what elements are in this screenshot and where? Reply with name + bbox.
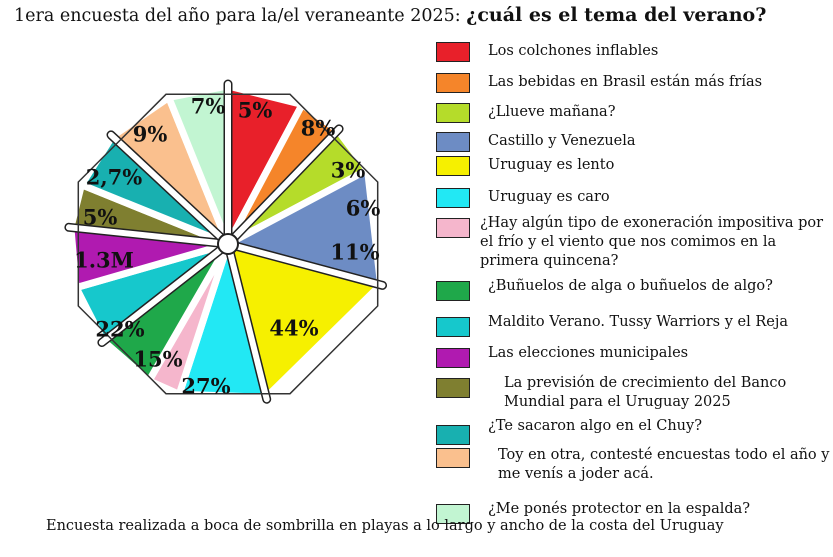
legend-item <box>436 42 658 62</box>
pie-svg <box>58 76 398 416</box>
legend-label: Uruguay es lento <box>488 157 615 173</box>
legend-item <box>436 446 833 484</box>
legend-swatch <box>436 317 470 337</box>
legend-label: Castillo y Venezuela <box>488 133 636 149</box>
legend-swatch <box>436 42 470 62</box>
legend-item <box>436 374 804 412</box>
legend-item <box>436 188 610 208</box>
slice-label-8: 22% <box>95 316 145 342</box>
legend-label: ¿Llueve mañana? <box>488 104 616 120</box>
legend-label: Las bebidas en Brasil están más frías <box>488 74 763 90</box>
legend-label: La previsión de crecimiento del Banco Mundial para el Uruguay 2025 <box>504 375 787 410</box>
legend-label: Los colchones inflables <box>488 43 659 59</box>
legend-swatch <box>436 348 470 368</box>
legend-item <box>436 417 702 445</box>
legend-item <box>436 156 614 176</box>
legend-swatch <box>436 378 470 398</box>
legend-label: ¿Hay algún tipo de exoneración impositiva por el frío y el viento que nos comimos en la primera quincena? <box>480 215 824 269</box>
legend-item <box>436 73 762 93</box>
slice-label-12: 9% <box>132 121 168 147</box>
legend-item <box>436 103 615 123</box>
legend-item <box>436 313 788 337</box>
legend-swatch <box>436 281 470 301</box>
legend-item <box>436 132 636 152</box>
slice-label-4: 11% <box>330 239 380 265</box>
umbrella-hub <box>218 234 238 254</box>
slice-label-5: 44% <box>269 315 319 341</box>
legend-label: ¿Me ponés protector en la espalda? <box>488 501 751 517</box>
slice-label-7: 15% <box>133 346 183 372</box>
legend-swatch <box>436 103 470 123</box>
slice-label-11: 2,7% <box>85 164 143 190</box>
legend-label: Toy en otra, contesté encuestas todo el año y me venís a joder acá. <box>498 447 830 482</box>
slice-label-6: 27% <box>181 373 231 399</box>
legend-label: Uruguay es caro <box>488 189 610 205</box>
legend-swatch <box>436 73 470 93</box>
slice-label-3: 6% <box>345 195 381 221</box>
legend-item <box>436 344 688 368</box>
footnote: Encuesta realizada a boca de sombrilla en playas a lo largo y ancho de la costa del Uruguay <box>46 518 724 534</box>
slice-label-13: 7% <box>190 93 226 119</box>
legend-swatch <box>436 132 470 152</box>
legend-swatch <box>436 218 470 238</box>
legend-swatch <box>436 448 470 468</box>
legend-label: ¿Te sacaron algo en el Chuy? <box>488 418 702 434</box>
slice-label-14: 5% <box>237 97 273 123</box>
legend-item <box>436 214 825 271</box>
slice-label-2: 3% <box>330 157 366 183</box>
slice-label-1: 8% <box>300 115 336 141</box>
legend-label: ¿Buñuelos de alga o buñuelos de algo? <box>488 278 773 294</box>
legend-label: Las elecciones municipales <box>488 345 689 361</box>
slice-label-9: 1.3M <box>74 247 134 273</box>
chart-title <box>14 4 766 26</box>
slice-label-10: 5% <box>82 204 118 230</box>
legend-item <box>436 277 773 301</box>
legend-swatch <box>436 188 470 208</box>
umbrella-pie-chart <box>58 76 398 416</box>
title-prefix: 1era encuesta del año para la/el veraneante 2025: <box>14 6 467 26</box>
legend-swatch <box>436 156 470 176</box>
legend-label: Maldito Verano. Tussy Warriors y el Reja <box>488 314 789 330</box>
legend-swatch <box>436 425 470 445</box>
title-question: ¿cuál es el tema del verano? <box>466 4 767 26</box>
